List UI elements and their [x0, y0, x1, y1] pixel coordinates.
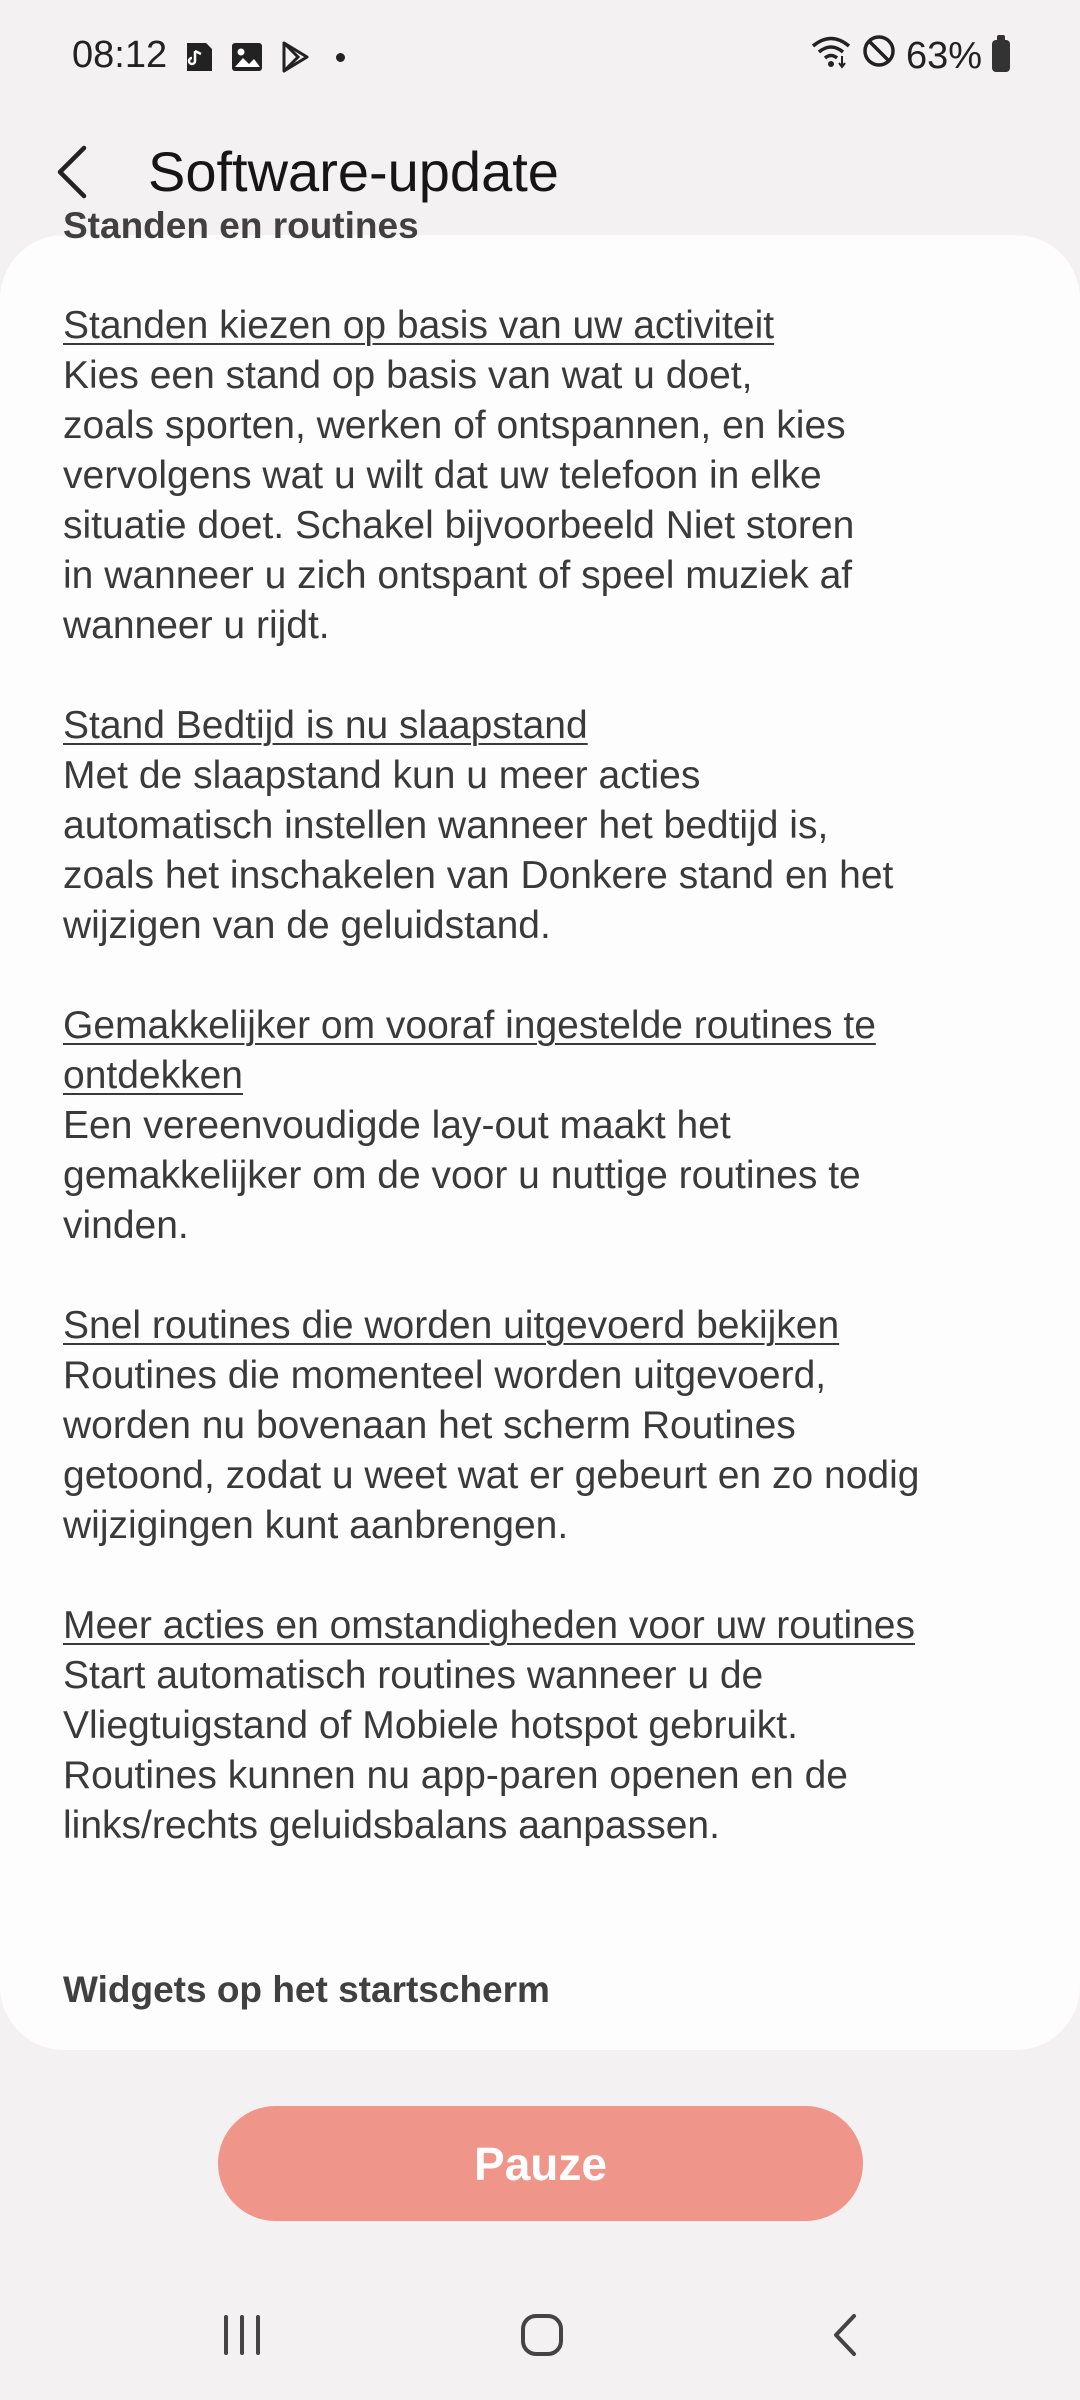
feature-item	[63, 1001, 1043, 1251]
release-notes-content	[63, 201, 1043, 1851]
recent-apps-icon	[220, 2315, 264, 2355]
feature-item	[63, 701, 1043, 951]
status-time: 08:12	[72, 34, 168, 76]
notification-dot	[336, 53, 345, 62]
wifi-icon	[810, 34, 852, 78]
feature-title: Meer acties en omstandigheden voor uw routines	[63, 1604, 915, 1647]
chevron-left-icon	[54, 144, 90, 200]
feature-title: Snel routines die worden uitgevoerd bekijken	[63, 1304, 840, 1347]
section-heading: Standen en routines	[63, 205, 419, 246]
battery-icon	[992, 40, 1010, 72]
section-heading: Widgets op het startscherm	[63, 1969, 550, 2010]
feature-item	[63, 1301, 1043, 1551]
do-not-disturb-icon	[862, 34, 896, 78]
nav-back-button[interactable]	[785, 2290, 905, 2380]
feature-title: Gemakkelijker om vooraf ingestelde routines te ontdekken	[63, 1004, 876, 1097]
navigation-bar	[0, 2270, 1080, 2400]
home-icon	[519, 2312, 565, 2358]
battery-level: 63%	[905, 34, 982, 77]
status-bar	[0, 0, 1080, 120]
feature-title: Standen kiezen op basis van uw activiteit	[63, 304, 775, 347]
feature-description: Start automatisch routines wanneer u de Vliegtuigstand of Mobiele hotspot gebruikt. Routines kunnen nu app-paren openen en de links/rechts geluidsbalans aanpassen.	[63, 1654, 848, 1847]
feature-description: Een vereenvoudigde lay-out maakt het gemakkelijker om de voor u nuttige routines te vinden.	[63, 1104, 861, 1247]
release-notes-card[interactable]	[0, 205, 1080, 2050]
back-button[interactable]	[40, 132, 104, 212]
home-button[interactable]	[482, 2290, 602, 2380]
page-title: Software-update	[148, 140, 559, 203]
feature-item	[63, 1601, 1043, 1851]
status-system-icons	[810, 34, 1010, 78]
sd-card-icon	[182, 40, 216, 74]
feature-title: Stand Bedtijd is nu slaapstand	[63, 704, 588, 747]
feature-item	[63, 301, 1043, 651]
back-icon	[830, 2313, 860, 2357]
feature-description: Kies een stand op basis van wat u doet, zoals sporten, werken of ontspannen, en kies vervolgens wat u wilt dat uw telefoon in elke situatie doet. Schakel bijvoorbeeld Niet storen in wanneer u zich ontspant of speel muziek af wanneer u rijdt.	[63, 354, 855, 647]
recent-apps-button[interactable]	[182, 2290, 302, 2380]
pause-button[interactable]: Pauze	[218, 2106, 863, 2221]
play-store-icon	[278, 40, 312, 74]
status-notification-icons	[182, 40, 345, 74]
feature-description: Met de slaapstand kun u meer acties automatisch instellen wanneer het bedtijd is, zoals het inschakelen van Donkere stand en het wijzigen van de geluidstand.	[63, 754, 894, 947]
feature-description: Routines die momenteel worden uitgevoerd, worden nu bovenaan het scherm Routines getoond, zodat u weet wat er gebeurt en zo nodig wijzigingen kunt aanbrengen.	[63, 1354, 920, 1547]
image-icon	[230, 40, 264, 74]
